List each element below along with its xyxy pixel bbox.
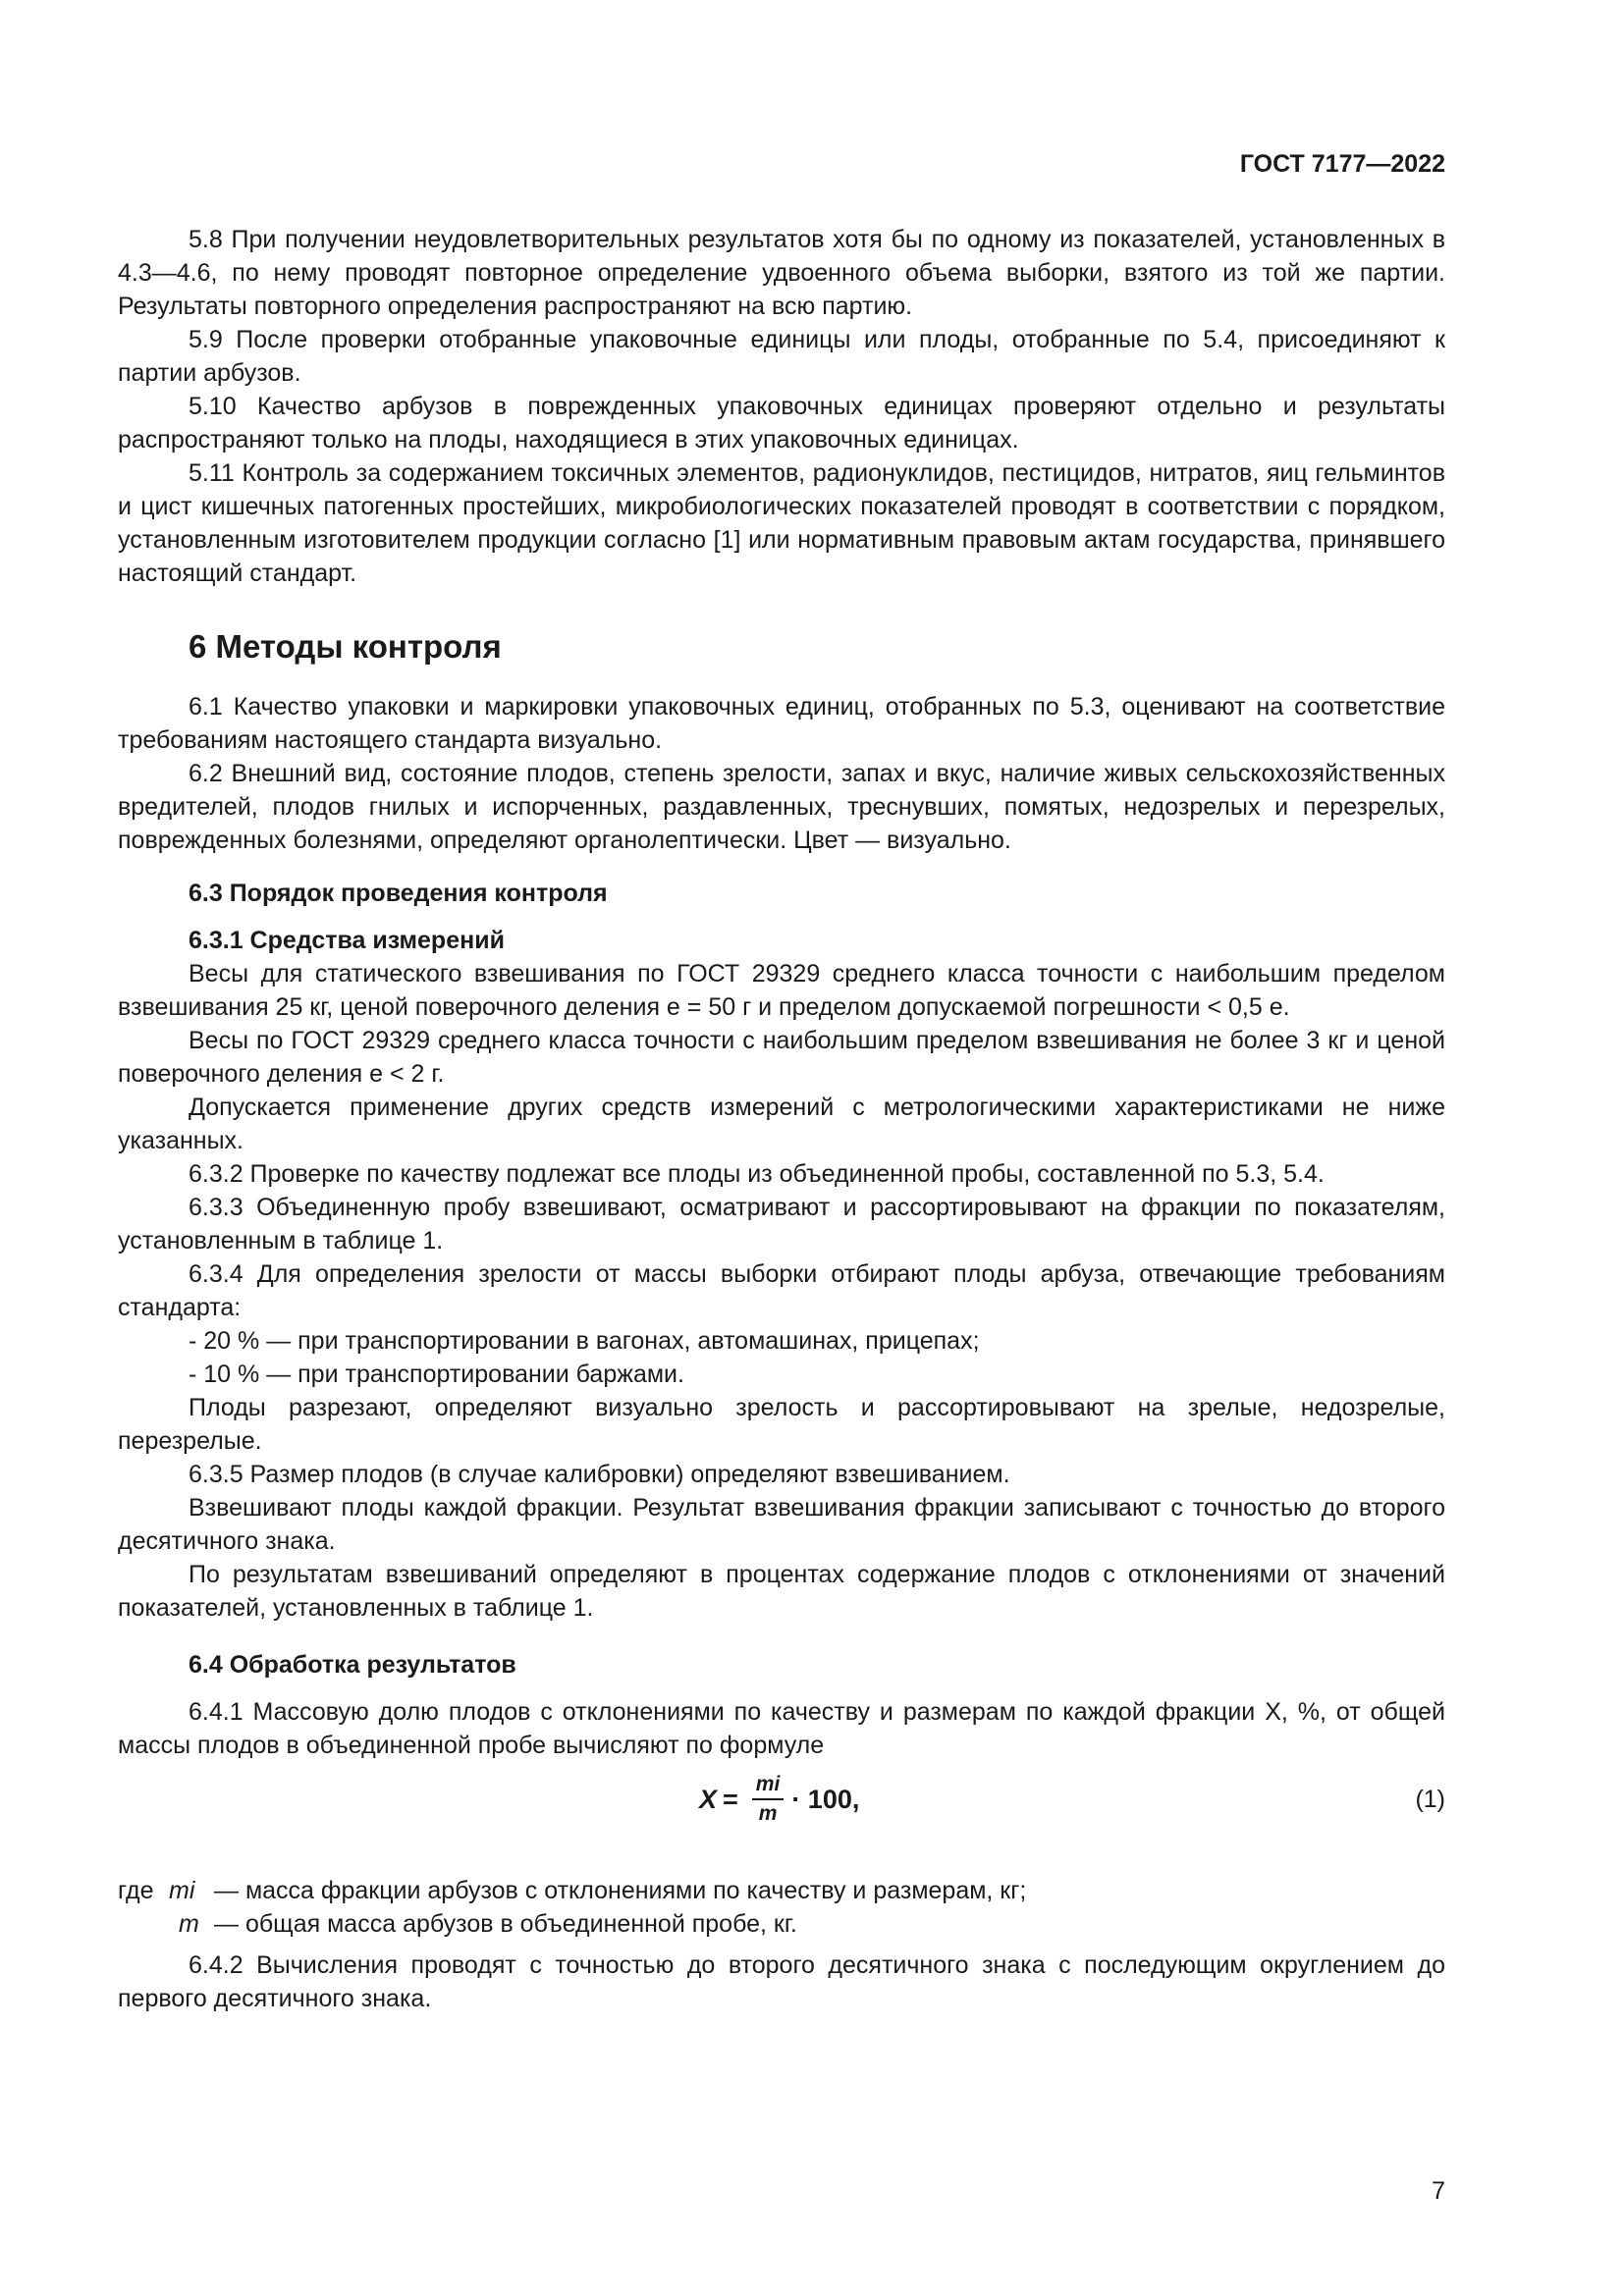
formula-equals: = [723, 1784, 738, 1814]
where-line-2 [118, 1907, 1445, 1941]
paragraph-6-3-1a: Весы для статического взвешивания по ГОСТ 29329 среднего класса точности с наибольшим пределом взвешивания 25 кг, ценой поверочного деления e = 50 г и пределом допускаемой погрешности < 0,5 e. [118, 960, 1445, 1021]
paragraph-5-10: 5.10 Качество арбузов в поврежденных упаковочных единицах проверяют отдельно и результаты распространяют только на плоды, находящиеся в этих упаковочных единицах. [118, 393, 1445, 454]
paragraph-6-3-5b: Взвешивают плоды каждой фракции. Результат взвешивания фракции записывают с точностью до второго десятичного знака. [118, 1494, 1445, 1555]
list-item-10: - 10 % — при транспортировании баржами. [189, 1361, 684, 1388]
paragraph-5-9: 5.9 После проверки отобранные упаковочные единицы или плоды, отобранные по 5.4, присоединяют к партии арбузов. [118, 326, 1445, 387]
formula-denominator: m [758, 1802, 778, 1825]
formula-fraction [752, 1772, 785, 1827]
formula-number: (1) [1415, 1786, 1445, 1813]
subheading-6-4: 6.4 Обработка результатов [189, 1651, 516, 1679]
paragraph-6-1: 6.1 Качество упаковки и маркировки упаковочных единиц, отобранных по 5.3, оценивают на соответствие требованиям настоящего стандарта визуально. [118, 693, 1445, 754]
where-line-1 [118, 1874, 1445, 1907]
formula-1 [118, 1762, 1445, 1850]
document-code: ГОСТ 7177—2022 [1239, 150, 1445, 178]
page-content [118, 223, 1445, 2015]
paragraph-6-4-2: 6.4.2 Вычисления проводят с точностью до второго десятичного знака с последующим округлением до первого десятичного знака. [118, 1951, 1445, 2012]
list-item-20: - 20 % — при транспортировании в вагонах, автомашинах, прицепах; [189, 1327, 980, 1355]
section-heading-6: 6 Методы контроля [189, 628, 502, 665]
paragraph-6-3-2: 6.3.2 Проверке по качеству подлежат все плоды из объединенной пробы, составленной по 5.3, 5.4. [189, 1160, 1325, 1188]
paragraph-6-4-1: 6.4.1 Массовую долю плодов с отклонениями по качеству и размерам по каждой фракции X, %, от общей массы плодов в объединенной пробе вычисляют по формуле [118, 1698, 1445, 1759]
paragraph-6-2: 6.2 Внешний вид, состояние плодов, степень зрелости, запах и вкус, наличие живых сельскохозяйственных вредителей, плодов гнилых и испорченных, раздавленных, треснувших, помятых, недозрелых и перезрелых, поврежденных болезнями, определяют органолептически. Цвет — визуально. [118, 760, 1445, 854]
where-symbol-mi: mi [169, 1877, 195, 1904]
paragraph-6-3-4b: Плоды разрезают, определяют визуально зрелость и рассортировывают на зрелые, недозрелые, перезрелые. [118, 1394, 1445, 1455]
paragraph-6-3-5c: По результатам взвешиваний определяют в процентах содержание плодов с отклонениями от значений показателей, установленных в таблице 1. [118, 1561, 1445, 1622]
where-text-m: — общая масса арбузов в объединенной пробе, кг. [214, 1910, 797, 1938]
paragraph-6-3-1b: Весы по ГОСТ 29329 среднего класса точности с наибольшим пределом взвешивания не более 3 кг и ценой поверочного деления е < 2 г. [118, 1027, 1445, 1088]
page-number: 7 [1432, 2177, 1445, 2205]
paragraph-6-3-5: 6.3.5 Размер плодов (в случае калибровки) определяют взвешиванием. [189, 1461, 1010, 1488]
paragraph-6-3-3: 6.3.3 Объединенную пробу взвешивают, осматривают и рассортировывают на фракции по показателям, установленным в таблице 1. [118, 1194, 1445, 1255]
subheading-6-3-1: 6.3.1 Средства измерений [189, 927, 505, 954]
paragraph-5-11: 5.11 Контроль за содержанием токсичных элементов, радионуклидов, пестицидов, нитратов, яиц гельминтов и цист кишечных патогенных простейших, микробиологических показателей проводят в соответствии с порядком, установленным изготовителем продукции согласно [1] или нормативным правовым актам государства, принявшего настоящий стандарт. [118, 459, 1445, 587]
formula-lhs: X [699, 1784, 718, 1814]
where-prefix: где [118, 1877, 154, 1904]
where-text-mi: — масса фракции арбузов с отклонениями по качеству и размерам, кг; [214, 1877, 1027, 1904]
where-symbol-m: m [179, 1910, 199, 1938]
paragraph-6-3-4: 6.3.4 Для определения зрелости от массы выборки отбирают плоды арбуза, отвечающие требованиям стандарта: [118, 1260, 1445, 1321]
formula-expression [699, 1772, 859, 1827]
formula-numerator: mi [752, 1772, 785, 1800]
paragraph-6-3-1c: Допускается применение других средств измерений с метрологическими характеристиками не ниже указанных. [118, 1094, 1445, 1154]
subheading-6-3: 6.3 Порядок проведения контроля [189, 880, 608, 907]
paragraph-5-8: 5.8 При получении неудовлетворительных результатов хотя бы по одному из показателей, установленных в 4.3—4.6, по нему проводят повторное определение удвоенного объема выборки, взятого из той же партии. Результаты повторного определения распространяют на всю партию. [118, 226, 1445, 320]
formula-rhs: · 100, [791, 1784, 860, 1814]
